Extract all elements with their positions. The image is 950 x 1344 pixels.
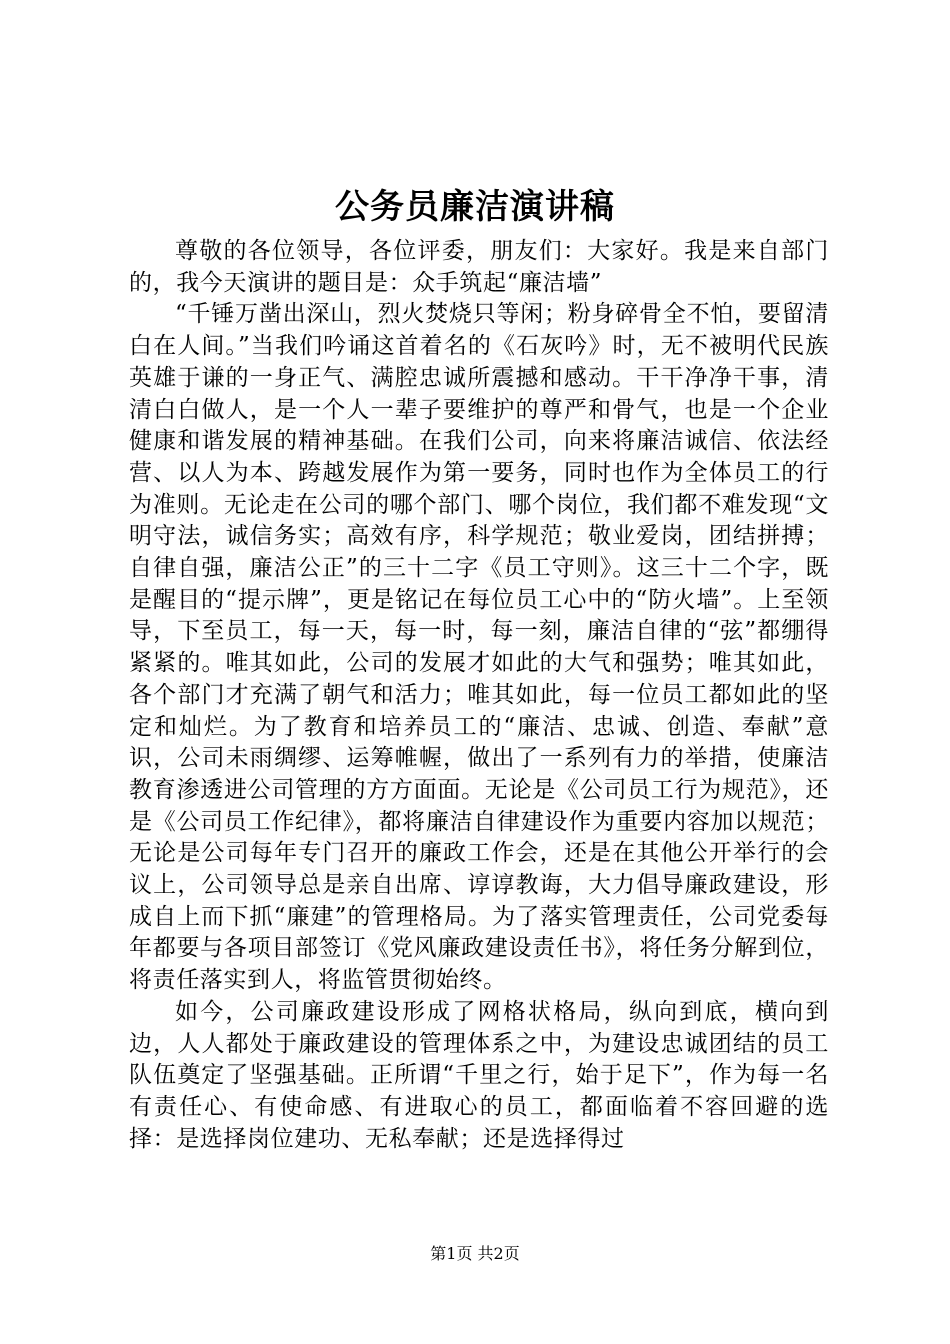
document-title: 公务员廉洁演讲稿 (335, 187, 615, 227)
document-body (129, 236, 829, 1155)
page-footer: 第1页 共2页 (430, 1244, 520, 1263)
paragraph-main: “千锤万凿出深山，烈火焚烧只等闲；粉身碎骨全不怕，要留清白在人间。”当我们吟诵这首着名的《石灰吟》时，无不被明代民族英雄于谦的一身正气、满腔忠诚所震撼和感动。干干净净干事，清清白白做人，是一个人一辈子要维护的尊严和骨气，也是一个企业健康和谐发展的精神基础。在我们公司，向来将廉洁诚信、依法经营、以人为本、跨越发展作为第一要务，同时也作为全体员工的行为准则。无论走在公司的哪个部门、哪个岗位，我们都不难发现“文明守法，诚信务实；高效有序，科学规范；敬业爱岗，团结拼搏；自律自强，廉洁公正”的三十二字《员工守则》。这三十二个字，既是醒目的“提示牌”，更是铭记在每位员工心中的“防火墙”。上至领导，下至员工，每一天，每一时，每一刻，廉洁自律的“弦”都绷得紧紧的。唯其如此，公司的发展才如此的大气和强势；唯其如此，各个部门才充满了朝气和活力；唯其如此，每一位员工都如此的坚定和灿烂。为了教育和培养员工的“廉洁、忠诚、创造、奉献”意识，公司未雨绸缪、运筹帷幄，做出了一系列有力的举措，使廉洁教育渗透进公司管理的方方面面。无论是《公司员工行为规范》，还是《公司员工作纪律》，都将廉洁自律建设作为重要内容加以规范；无论是公司每年专门召开的廉政工作会，还是在其他公开举行的会议上，公司领导总是亲自出席、谆谆教诲，大力倡导廉政建设，形成自上而下抓“廉建”的管理格局。为了落实管理责任，公司党委每年都要与各项目部签订《党风廉政建设责任书》，将任务分解到位，将责任落实到人，将监管贯彻始终。 (129, 301, 829, 994)
paragraph-greeting: 尊敬的各位领导，各位评委，朋友们：大家好。我是来自部门的，我今天演讲的题目是：众手筑起“廉洁墙” (129, 238, 829, 296)
paragraph-closing: 如今，公司廉政建设形成了网格状格局，纵向到底，横向到边，人人都处于廉政建设的管理体系之中，为建设忠诚团结的员工队伍奠定了坚强基础。正所谓“千里之行，始于足下”，作为每一名有责任心、有使命感、有进取心的员工，都面临着不容回避的选择：是选择岗位建功、无私奉献；还是选择得过 (129, 998, 829, 1152)
